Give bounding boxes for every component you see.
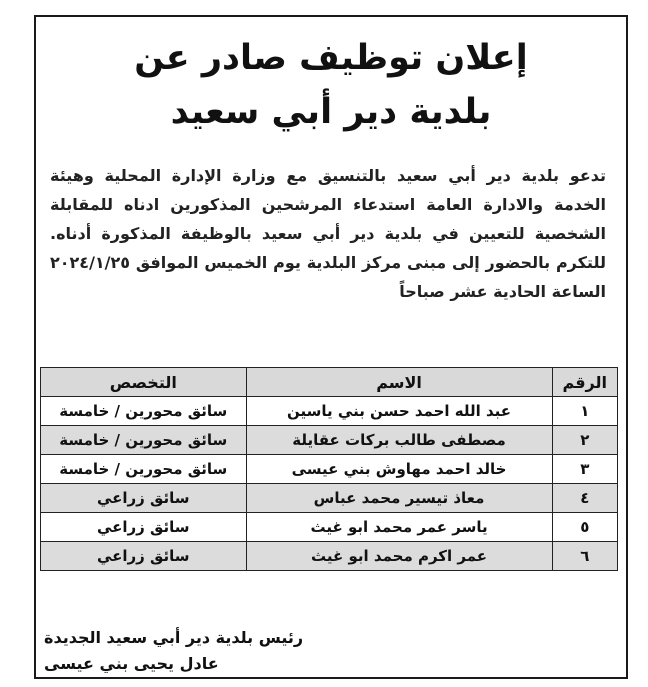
table-row <box>41 513 618 542</box>
announcement-frame <box>34 15 628 679</box>
row-number: ٣ <box>552 455 617 484</box>
candidates-table <box>40 367 618 571</box>
table-row <box>41 426 618 455</box>
row-number: ٦ <box>552 542 617 571</box>
table-row <box>41 484 618 513</box>
announcement-title <box>36 31 626 139</box>
row-specialty: سائق محورين / خامسة <box>41 397 247 426</box>
row-specialty: سائق محورين / خامسة <box>41 455 247 484</box>
table-row <box>41 542 618 571</box>
signature-block <box>44 625 303 677</box>
row-specialty: سائق زراعي <box>41 484 247 513</box>
row-specialty: سائق زراعي <box>41 513 247 542</box>
row-name: معاذ تيسير محمد عباس <box>246 484 552 513</box>
signature-title: رئيس بلدية دير أبي سعيد الجديدة <box>44 628 304 647</box>
signature-name: عادل يحيى بني عيسى <box>44 654 219 673</box>
table-row <box>41 397 618 426</box>
row-name: عبد الله احمد حسن بني ياسين <box>246 397 552 426</box>
header-number: الرقم <box>552 368 617 397</box>
row-specialty: سائق زراعي <box>41 542 247 571</box>
row-specialty: سائق محورين / خامسة <box>41 426 247 455</box>
header-specialty: التخصص <box>41 368 247 397</box>
table-row <box>41 455 618 484</box>
row-number: ٥ <box>552 513 617 542</box>
title-line-1: إعلان توظيف صادر عن <box>134 38 528 78</box>
row-number: ٢ <box>552 426 617 455</box>
row-name: ياسر عمر محمد ابو غيث <box>246 513 552 542</box>
title-line-2: بلدية دير أبي سعيد <box>170 92 492 132</box>
row-name: مصطفى طالب بركات عقايلة <box>246 426 552 455</box>
row-name: خالد احمد مهاوش بني عيسى <box>246 455 552 484</box>
intro-paragraph: تدعو بلدية دير أبي سعيد بالتنسيق مع وزارة الإدارة المحلية وهيئة الخدمة والادارة العامة استدعاء المرشحين المذكورين ادناه للمقابلة الشخصية للتعيين في بلدية دير أبي سعيد بالوظيفة المذكورة أدناه. للتكرم بالحضور إلى مبنى مركز البلدية يوم الخميس الموافق ٢٠٢٤/١/٢٥ الساعة الحادية عشر صباحاً <box>50 166 606 301</box>
row-name: عمر اكرم محمد ابو غيث <box>246 542 552 571</box>
header-name: الاسم <box>246 368 552 397</box>
row-number: ١ <box>552 397 617 426</box>
row-number: ٤ <box>552 484 617 513</box>
table-header-row <box>41 368 618 397</box>
